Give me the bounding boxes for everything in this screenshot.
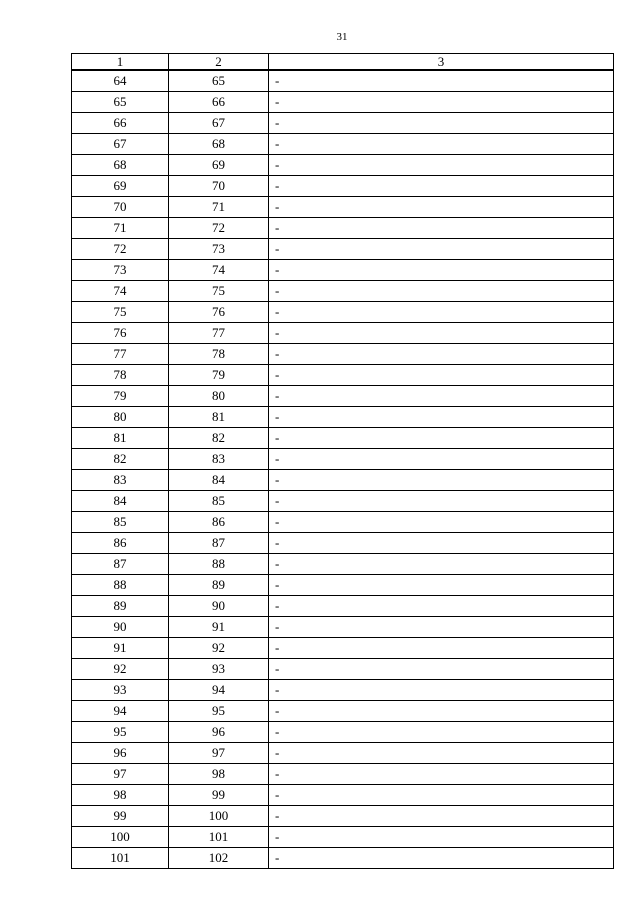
table-cell-col-1: 85 [72, 512, 169, 533]
table-cell-col-3: - [269, 617, 614, 638]
table-row [72, 806, 614, 827]
table-cell-col-2: 101 [169, 827, 269, 848]
table-row [72, 260, 614, 281]
table-row [72, 827, 614, 848]
table-cell-col-2: 68 [169, 134, 269, 155]
table-row [72, 323, 614, 344]
table-cell-col-1: 71 [72, 218, 169, 239]
table-cell-col-1: 79 [72, 386, 169, 407]
table-cell-col-3: - [269, 638, 614, 659]
table-row [72, 617, 614, 638]
table-cell-col-2: 99 [169, 785, 269, 806]
table-cell-col-1: 75 [72, 302, 169, 323]
table-cell-col-2: 73 [169, 239, 269, 260]
table-cell-col-3: - [269, 491, 614, 512]
table-cell-col-1: 93 [72, 680, 169, 701]
table-row [72, 701, 614, 722]
table-row [72, 764, 614, 785]
table-row [72, 512, 614, 533]
table-cell-col-1: 89 [72, 596, 169, 617]
table-cell-col-2: 74 [169, 260, 269, 281]
table-row [72, 575, 614, 596]
table-row [72, 743, 614, 764]
table-cell-col-3: - [269, 596, 614, 617]
table-cell-col-3: - [269, 533, 614, 554]
table-cell-col-3: - [269, 239, 614, 260]
table-cell-col-1: 76 [72, 323, 169, 344]
table-row [72, 365, 614, 386]
table-cell-col-2: 65 [169, 70, 269, 92]
table-cell-col-1: 82 [72, 449, 169, 470]
table-cell-col-2: 72 [169, 218, 269, 239]
column-header-3: 3 [269, 54, 614, 71]
table-cell-col-3: - [269, 449, 614, 470]
table-row [72, 176, 614, 197]
table-cell-col-2: 75 [169, 281, 269, 302]
table-row [72, 428, 614, 449]
table-row [72, 239, 614, 260]
table-cell-col-2: 102 [169, 848, 269, 869]
table-cell-col-2: 69 [169, 155, 269, 176]
table-cell-col-3: - [269, 92, 614, 113]
table-cell-col-2: 87 [169, 533, 269, 554]
table-cell-col-1: 81 [72, 428, 169, 449]
table-cell-col-1: 96 [72, 743, 169, 764]
table-row [72, 638, 614, 659]
table-cell-col-2: 83 [169, 449, 269, 470]
table-row [72, 70, 614, 92]
table-cell-col-3: - [269, 575, 614, 596]
table-cell-col-1: 84 [72, 491, 169, 512]
table-cell-col-3: - [269, 722, 614, 743]
table-cell-col-1: 66 [72, 113, 169, 134]
table-cell-col-3: - [269, 428, 614, 449]
table-cell-col-3: - [269, 659, 614, 680]
table-cell-col-3: - [269, 806, 614, 827]
table-cell-col-1: 88 [72, 575, 169, 596]
table-cell-col-1: 69 [72, 176, 169, 197]
table-cell-col-2: 91 [169, 617, 269, 638]
table-row [72, 407, 614, 428]
table-cell-col-2: 78 [169, 344, 269, 365]
table-cell-col-3: - [269, 197, 614, 218]
table-cell-col-1: 70 [72, 197, 169, 218]
table-cell-col-1: 83 [72, 470, 169, 491]
table-cell-col-1: 92 [72, 659, 169, 680]
table-cell-col-1: 73 [72, 260, 169, 281]
column-header-1: 1 [72, 54, 169, 71]
table-cell-col-3: - [269, 70, 614, 92]
table-cell-col-3: - [269, 134, 614, 155]
table-cell-col-2: 77 [169, 323, 269, 344]
table-cell-col-1: 100 [72, 827, 169, 848]
table-row [72, 134, 614, 155]
table-row [72, 449, 614, 470]
table-cell-col-3: - [269, 512, 614, 533]
table-cell-col-3: - [269, 764, 614, 785]
table-cell-col-2: 92 [169, 638, 269, 659]
table-cell-col-1: 78 [72, 365, 169, 386]
table-row [72, 197, 614, 218]
table-cell-col-3: - [269, 386, 614, 407]
table-cell-col-1: 91 [72, 638, 169, 659]
table-cell-col-3: - [269, 827, 614, 848]
table-row [72, 659, 614, 680]
table-cell-col-3: - [269, 470, 614, 491]
table-cell-col-3: - [269, 554, 614, 575]
table-cell-col-3: - [269, 302, 614, 323]
table-row [72, 302, 614, 323]
table-cell-col-3: - [269, 344, 614, 365]
table-cell-col-3: - [269, 743, 614, 764]
table-cell-col-3: - [269, 848, 614, 869]
table-cell-col-1: 94 [72, 701, 169, 722]
table-cell-col-3: - [269, 281, 614, 302]
table-row [72, 386, 614, 407]
page-number: 31 [336, 31, 348, 43]
table-cell-col-3: - [269, 176, 614, 197]
table-cell-col-1: 87 [72, 554, 169, 575]
table-cell-col-1: 97 [72, 764, 169, 785]
table-cell-col-1: 65 [72, 92, 169, 113]
table-cell-col-2: 81 [169, 407, 269, 428]
table-row [72, 92, 614, 113]
table-cell-col-1: 99 [72, 806, 169, 827]
table-cell-col-2: 97 [169, 743, 269, 764]
table-cell-col-1: 67 [72, 134, 169, 155]
table-cell-col-3: - [269, 785, 614, 806]
table-row [72, 680, 614, 701]
table-cell-col-2: 84 [169, 470, 269, 491]
table-cell-col-2: 94 [169, 680, 269, 701]
table-cell-col-2: 88 [169, 554, 269, 575]
table-row [72, 533, 614, 554]
column-header-2: 2 [169, 54, 269, 71]
table-row [72, 281, 614, 302]
table-row [72, 155, 614, 176]
table-row [72, 218, 614, 239]
table-cell-col-2: 70 [169, 176, 269, 197]
table-cell-col-1: 72 [72, 239, 169, 260]
table-cell-col-1: 68 [72, 155, 169, 176]
table-cell-col-1: 86 [72, 533, 169, 554]
table-cell-col-3: - [269, 701, 614, 722]
table-row [72, 722, 614, 743]
table-row [72, 113, 614, 134]
table-cell-col-1: 74 [72, 281, 169, 302]
table-cell-col-1: 80 [72, 407, 169, 428]
table-cell-col-1: 77 [72, 344, 169, 365]
table-cell-col-2: 96 [169, 722, 269, 743]
table-cell-col-3: - [269, 680, 614, 701]
table-cell-col-2: 93 [169, 659, 269, 680]
table-cell-col-3: - [269, 113, 614, 134]
table-row [72, 344, 614, 365]
table-cell-col-2: 71 [169, 197, 269, 218]
table-cell-col-2: 66 [169, 92, 269, 113]
table-cell-col-2: 100 [169, 806, 269, 827]
table-cell-col-3: - [269, 323, 614, 344]
table-cell-col-2: 80 [169, 386, 269, 407]
table-cell-col-3: - [269, 155, 614, 176]
table-body [72, 70, 614, 869]
table-cell-col-1: 95 [72, 722, 169, 743]
table-cell-col-2: 86 [169, 512, 269, 533]
table-cell-col-2: 98 [169, 764, 269, 785]
table-cell-col-1: 64 [72, 70, 169, 92]
table-cell-col-1: 98 [72, 785, 169, 806]
table-cell-col-2: 95 [169, 701, 269, 722]
table-cell-col-1: 101 [72, 848, 169, 869]
data-table [71, 53, 614, 869]
table-row [72, 554, 614, 575]
table-row [72, 596, 614, 617]
table-row [72, 470, 614, 491]
table-row [72, 785, 614, 806]
table-row [72, 491, 614, 512]
table-cell-col-3: - [269, 365, 614, 386]
table-cell-col-2: 89 [169, 575, 269, 596]
table-row [72, 848, 614, 869]
table-cell-col-2: 76 [169, 302, 269, 323]
table-cell-col-1: 90 [72, 617, 169, 638]
table-cell-col-3: - [269, 260, 614, 281]
table-cell-col-2: 67 [169, 113, 269, 134]
table-header-row [72, 54, 614, 71]
table-cell-col-2: 79 [169, 365, 269, 386]
table-cell-col-3: - [269, 218, 614, 239]
table-cell-col-2: 90 [169, 596, 269, 617]
table-cell-col-2: 82 [169, 428, 269, 449]
table-cell-col-2: 85 [169, 491, 269, 512]
table-cell-col-3: - [269, 407, 614, 428]
